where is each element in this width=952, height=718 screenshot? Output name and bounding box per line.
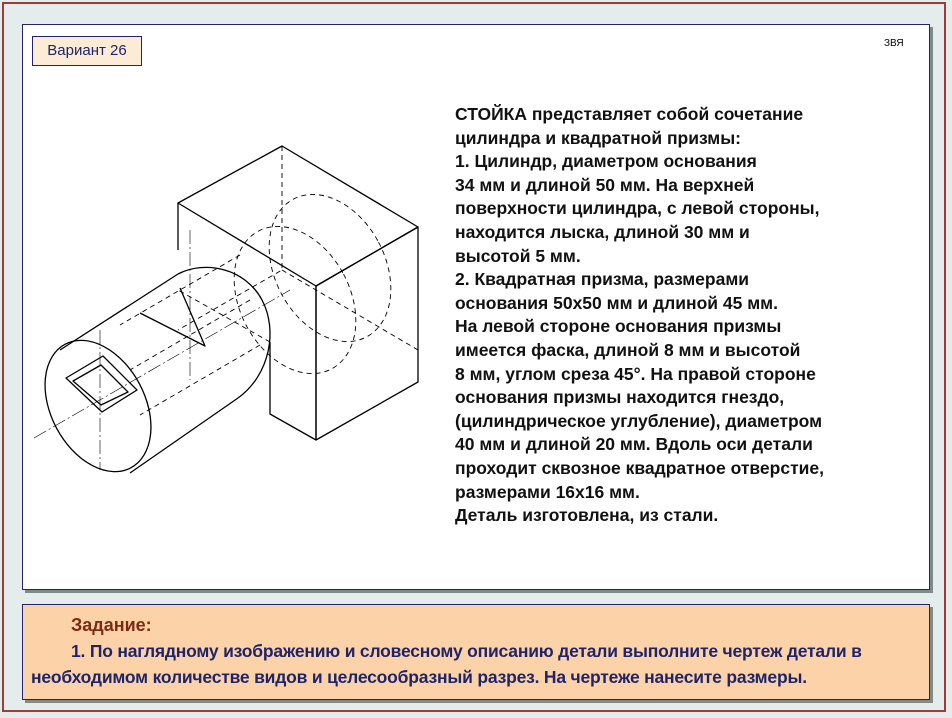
description-line: На левой стороне основания призмы [455, 316, 782, 337]
description-line: основания 50х50 мм и длиной 45 мм. [455, 292, 778, 313]
description-line: 34 мм и длиной 50 мм. На верхней [455, 174, 755, 195]
description-line: (цилиндрическое углубление), диаметром [455, 410, 823, 431]
description-line: Деталь изготовлена, из стали. [455, 505, 719, 526]
task-text-line-1: 1. По наглядному изображению и словесному описанию детали выполните чертеж детали в [71, 641, 862, 661]
description-line: проходит сквозное квадратное отверстие, [455, 457, 825, 478]
description-line: размерами 16х16 мм. [455, 481, 640, 502]
prism-top-face [178, 146, 418, 286]
description-line: 8 мм, углом среза 45°. На правой стороне [455, 363, 816, 384]
description-line: 40 мм и длиной 20 мм. Вдоль оси детали [455, 434, 813, 455]
prism-right-face [316, 227, 418, 440]
task-title: Задание: [71, 615, 152, 635]
cylinder-end-face [30, 322, 172, 480]
part-description [455, 103, 925, 528]
description-line: имеется фаска, длиной 8 мм и высотой [455, 339, 801, 360]
corner-code: ЗВЯ [884, 38, 904, 49]
isometric-part-drawing [30, 140, 430, 480]
variant-label: Вариант 26 [32, 36, 142, 66]
description-line: СТОЙКА представляет собой сочетание [455, 104, 804, 124]
description-line: поверхности цилиндра, с левой стороны, [455, 198, 820, 219]
description-line: цилиндра и квадратной призмы: [455, 127, 741, 148]
description-line: высотой 5 мм. [455, 245, 581, 266]
description-line: находится лыска, длиной 30 мм и [455, 221, 750, 242]
description-line: 1. Цилиндр, диаметром основания [455, 151, 757, 172]
task-text-line-2: необходимом количестве видов и целесообразный разрез. На чертеже нанесите размеры. [31, 667, 807, 687]
description-line: 2. Квадратная призма, размерами [455, 269, 750, 290]
description-line: основания призмы находится гнездо, [455, 387, 785, 408]
task-panel [22, 604, 930, 700]
